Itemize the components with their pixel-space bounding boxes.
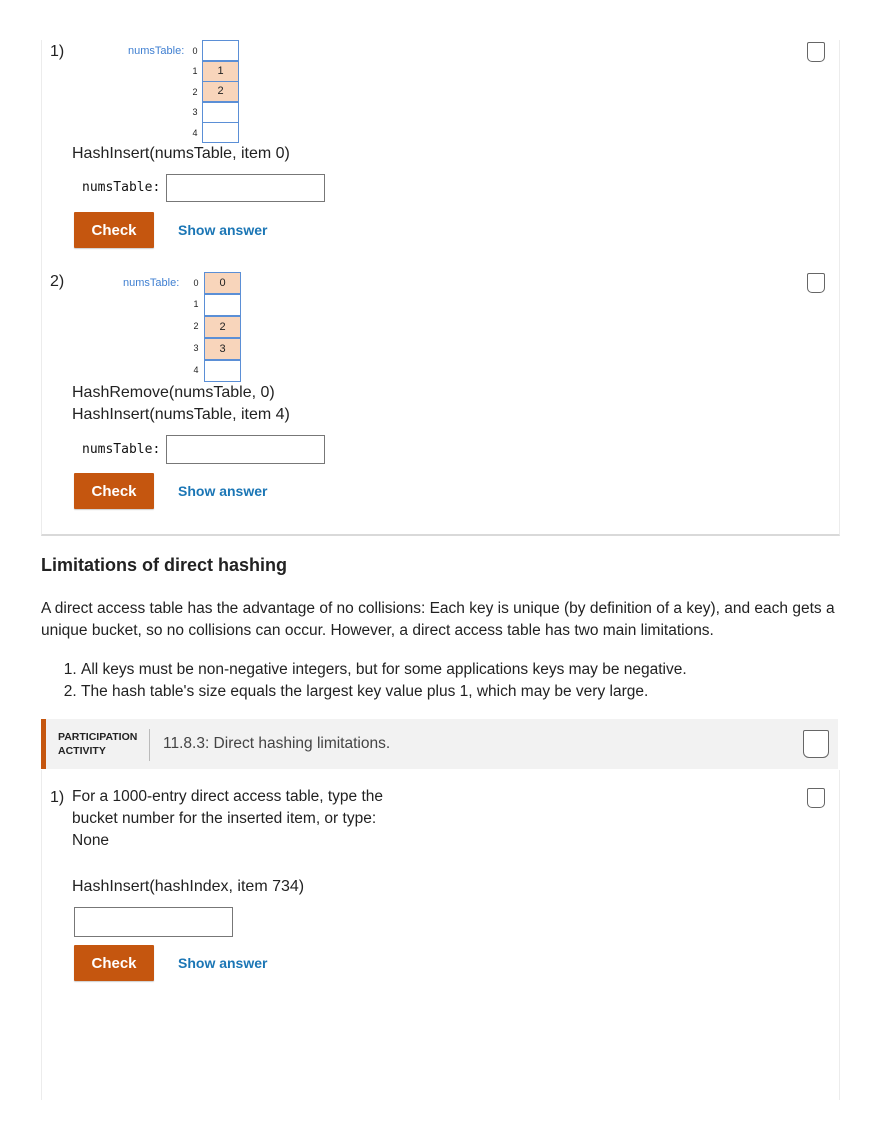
bucket-index: 3 — [193, 343, 199, 353]
activity-type-tag — [58, 730, 137, 758]
activity-completion-icon — [803, 730, 829, 758]
operation-statement: HashInsert(numsTable, item 0) — [72, 145, 290, 162]
bucket-cell: 2 — [204, 316, 241, 338]
completion-check-icon — [807, 788, 825, 808]
show-answer-button[interactable]: Show answer — [178, 483, 268, 499]
check-button[interactable]: Check — [74, 473, 154, 509]
question-prompt: For a 1000-entry direct access table, type the bucket number for the inserted item, or type: None — [72, 788, 384, 849]
completion-check-icon — [807, 42, 825, 62]
list-item: 2. The hash table's size equals the largest key value plus 1, which may be very large. — [81, 681, 687, 703]
participation-activity-header — [41, 719, 838, 769]
bucket-cell: 1 — [202, 61, 239, 82]
bucket-cell — [202, 40, 239, 61]
bucket-index: 2 — [192, 87, 198, 97]
field-label: numsTable: — [82, 442, 161, 457]
bucket-index: 3 — [192, 107, 198, 117]
operation-statement: HashInsert(hashIndex, item 734) — [72, 878, 305, 895]
bucket-cell: 0 — [204, 272, 241, 294]
answer-input[interactable] — [74, 907, 233, 937]
question-number: 1) — [50, 789, 65, 806]
table-label: numsTable: — [123, 277, 180, 289]
bucket-index: 1 — [192, 66, 198, 76]
bucket-index: 2 — [193, 321, 199, 331]
list-item: 1. All keys must be non-negative integers, but for some applications keys may be negative. — [81, 659, 687, 681]
bucket-index: 1 — [193, 299, 199, 309]
answer-input[interactable] — [166, 174, 325, 202]
activity-tag-line: ACTIVITY — [58, 745, 106, 757]
header-divider — [149, 729, 150, 761]
check-button[interactable]: Check — [74, 945, 154, 981]
table-label: numsTable: — [128, 45, 185, 57]
activity-title: 11.8.3: Direct hashing limitations. — [163, 735, 391, 752]
operation-statement: HashRemove(numsTable, 0) — [72, 384, 275, 401]
activity-tag-line: PARTICIPATION — [58, 731, 138, 743]
completion-check-icon — [807, 273, 825, 293]
question-number: 2) — [50, 273, 65, 290]
section-paragraph: A direct access table has the advantage of no collisions: Each key is unique (by definition of a key), and each gets a unique bucket, so no collisions can occur. However, a direct access table has two main limitations. — [41, 600, 835, 639]
show-answer-button[interactable]: Show answer — [178, 955, 268, 971]
bucket-cell: 3 — [204, 338, 241, 360]
bucket-index: 4 — [192, 128, 198, 138]
show-answer-button[interactable]: Show answer — [178, 222, 268, 238]
bucket-cell — [202, 102, 239, 123]
field-label: numsTable: — [82, 180, 161, 195]
bucket-cell: 2 — [202, 81, 239, 102]
bucket-cell — [204, 294, 241, 316]
bucket-index: 0 — [193, 278, 199, 288]
question-number: 1) — [50, 43, 65, 60]
bucket-cell — [204, 360, 241, 382]
check-button[interactable]: Check — [74, 212, 154, 248]
bucket-cell — [202, 122, 239, 143]
answer-input[interactable] — [166, 435, 325, 464]
operation-statement: HashInsert(numsTable, item 4) — [72, 406, 290, 423]
bucket-index: 0 — [192, 46, 198, 56]
section-heading: Limitations of direct hashing — [41, 555, 288, 575]
bucket-index: 4 — [193, 365, 199, 375]
limitations-list — [41, 659, 687, 703]
